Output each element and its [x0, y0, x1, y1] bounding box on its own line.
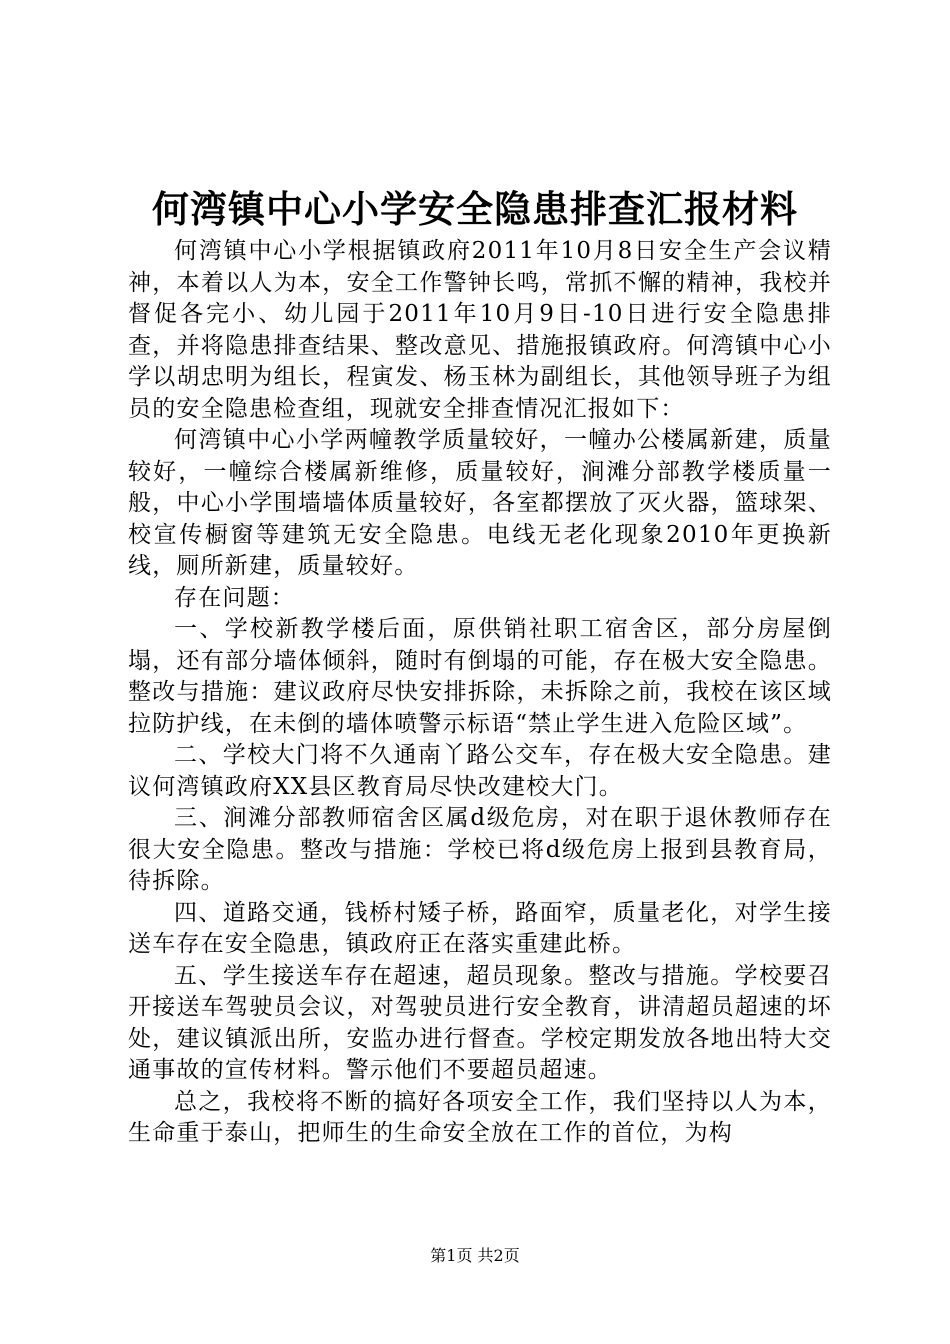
- paragraph-conclusion: 总之，我校将不断的搞好各项安全工作，我们坚持以人为本，生命重于泰山，把师生的生命安全放在工作的首位，为构: [128, 1088, 832, 1146]
- paragraph-problem-3: 三、涧滩分部教师宿舍区属d级危房，对在职于退休教师存在很大安全隐患。整改与措施：学校已将d级危房上报到县教育局，待拆除。: [128, 805, 832, 894]
- document-body: [128, 236, 832, 1150]
- paragraph-problems-heading: 存在问题：: [174, 584, 295, 611]
- paragraph-problem-2: 二、学校大门将不久通南丫路公交车，存在极大安全隐患。建议何湾镇政府XX县区教育局尽快改建校大门。: [128, 742, 832, 800]
- document-title: 何湾镇中心小学安全隐患排查汇报材料: [152, 187, 798, 231]
- paragraph-problem-1: 一、学校新教学楼后面，原供销社职工宿舍区，部分房屋倒塌，还有部分墙体倾斜，随时有倒塌的可能，存在极大安全隐患。整改与措施：建议政府尽快安排拆除，未拆除之前，我校在该区域拉防护线，在未倒的墙体喷警示标语“禁止学生进入危险区域”。: [128, 616, 832, 737]
- paragraph-problem-5: 五、学生接送车存在超速，超员现象。整改与措施。学校要召开接送车驾驶员会议，对驾驶员进行安全教育，讲清超员超速的坏处，建议镇派出所，安监办进行督查。学校定期发放各地出特大交通事故的宣传材料。警示他们不要超员超速。: [128, 962, 832, 1083]
- paragraph-buildings: 何湾镇中心小学两幢教学质量较好，一幢办公楼属新建，质量较好，一幢综合楼属新维修，质量较好，涧滩分部教学楼质量一般，中心小学围墙墙体质量较好，各室都摆放了灭火器，篮球架、校宣传橱窗等建筑无安全隐患。电线无老化现象2010年更换新线，厕所新建，质量较好。: [128, 427, 832, 579]
- page-number-footer: 第1页 共2页: [430, 1246, 520, 1265]
- paragraph-intro: 何湾镇中心小学根据镇政府2011年10月8日安全生产会议精神，本着以人为本，安全工作警钟长鸣，常抓不懈的精神，我校并督促各完小、幼儿园于2011年10月9日-10日进行安全隐患排查，并将隐患排查结果、整改意见、措施报镇政府。何湾镇中心小学以胡忠明为组长，程寅发、杨玉林为副组长，其他领导班子为组员的安全隐患检查组，现就安全排查情况汇报如下：: [128, 238, 832, 422]
- paragraph-problem-4: 四、道路交通，钱桥村矮子桥，路面窄，质量老化，对学生接送车存在安全隐患，镇政府正在落实重建此桥。: [128, 899, 832, 957]
